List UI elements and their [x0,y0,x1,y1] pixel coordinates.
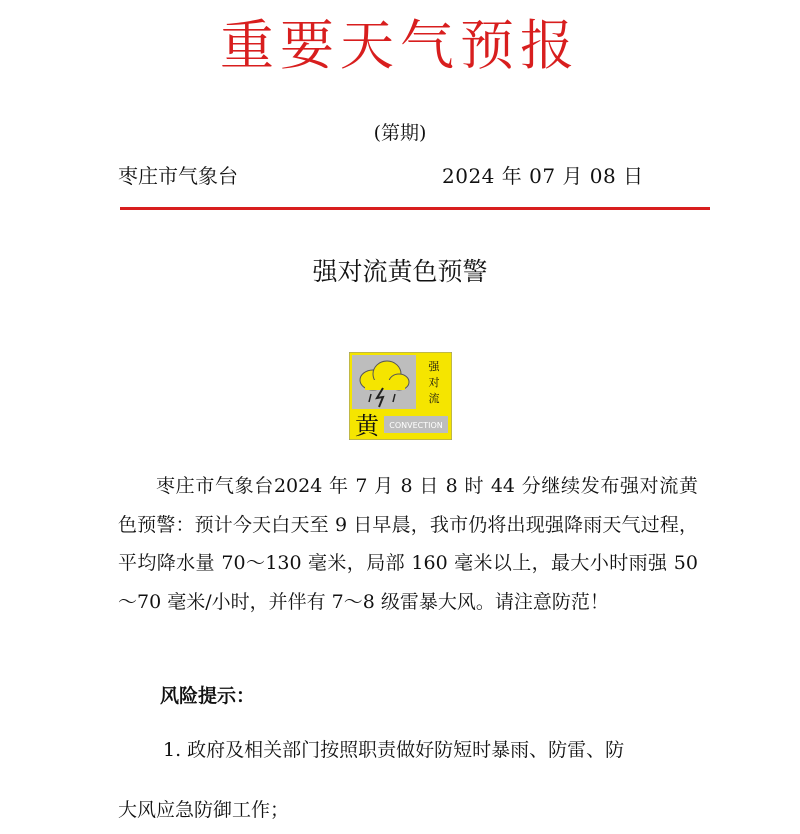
badge-side-char-1: 强 [428,360,440,373]
risk-item-1-line1: 1. 政府及相关部门按照职责做好防短时暴雨、防雷、防 [163,739,625,761]
warning-badge [349,352,452,440]
warning-paragraph: 枣庄市气象台2024 年 7 月 8 日 8 时 44 分继续发布强对流黄色预警：预计今天白天至 9 日早晨，我市仍将出现强降雨天气过程，平均降水量 70～130 毫米，局部 160 毫米以上，最大小时雨强 50～70 毫米/小时，并伴有 7～8 级雷暴大风。请注意防范！ [118,475,698,613]
badge-english-label: CONVECTION [389,421,443,430]
red-divider [120,207,710,210]
badge-level-char: 黄 [355,412,379,440]
badge-side-char-3: 流 [428,392,440,405]
issue-date: 2024 年 07 月 08 日 [442,164,644,188]
issuing-agency: 枣庄市气象台 [118,164,238,188]
page-title: 重要天气预报 [220,14,580,77]
risk-item-1-line2: 大风应急防御工作； [118,799,290,821]
issue-number: (第期) [373,122,427,144]
badge-side-char-2: 对 [428,376,440,389]
risk-tips-title: 风险提示： [160,685,256,707]
warning-heading: 强对流黄色预警 [312,257,488,286]
